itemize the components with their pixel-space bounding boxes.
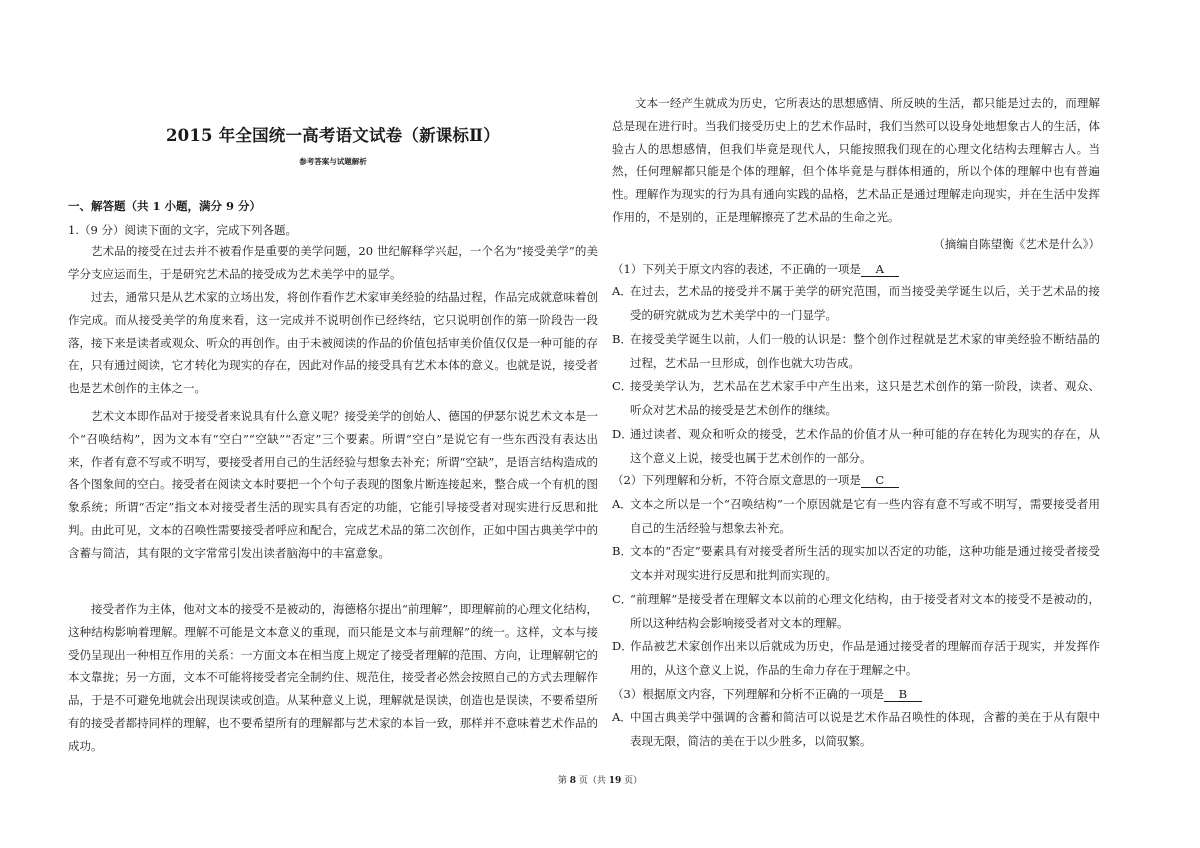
subquestion-2-text: （2）下列理解和分析，不符合原文意思的一项是	[612, 473, 861, 487]
option-letter: B．	[612, 544, 632, 558]
subquestion-3-text: （3）根据原文内容，下列理解和分析不正确的一项是	[612, 687, 884, 701]
subquestion-2-option-d	[612, 635, 1100, 682]
footer-middle: 页（共	[578, 776, 606, 786]
subquestion-3-answer: B	[884, 687, 922, 702]
subquestion-1-option-c	[612, 375, 1100, 422]
page-title: 2015 年全国统一高考语文试卷（新课标Ⅱ）	[166, 126, 500, 145]
passage-paragraph-5: 文本一经产生就成为历史，它所表达的思想感情、所反映的生活，都只能是过去的，而理解总是现在进行时。当我们接受历史上的艺术作品时，我们当然可以设身处地想象古人的生活，体验古人的思想感情，但我们毕竟是现代人，只能按照我们现在的心理文化结构去理解古人。当然，任何理解都只能是个体的理解，但个体毕竟是与群体相通的，所以个体的理解中也有普遍性。理解作为现实的行为具有通向实践的品格，艺术品正是通过理解走向现实，并在生活中发挥作用的，不是别的，正是理解擦亮了艺术品的生命之光。	[612, 96, 1100, 224]
option-letter: A．	[612, 284, 632, 298]
option-text: “前理解”是接受者在理解文本以前的心理文化结构，由于接受者对文本的接受不是被动的，所以这种结构会影响接受者对文本的理解。	[630, 592, 1100, 630]
option-text: 中国古典美学中强调的含蓄和简洁可以说是艺术作品召唤性的体现，含蓄的美在于从有限中表现无限，简洁的美在于以少胜多，以简驭繁。	[630, 710, 1100, 748]
subquestion-1-option-d	[612, 423, 1100, 470]
passage-paragraph-1: 艺术品的接受在过去并不被看作是重要的美学问题，20 世纪解释学兴起，一个名为“接受美学”的美学分支应运而生，于是研究艺术品的接受成为艺术美学中的显学。	[68, 244, 598, 281]
section-heading: 一、解答题（共 1 小题，满分 9 分）	[68, 199, 262, 213]
question-intro: 1.（9 分）阅读下面的文字，完成下列各题。	[68, 223, 297, 237]
footer-prefix: 第	[557, 776, 567, 786]
subquestion-1-prompt	[612, 258, 899, 280]
option-text: 文本之所以是一个“召唤结构”一个原因就是它有一些内容有意不写或不明写，需要接受者用自己的生活经验与想象去补充。	[630, 497, 1100, 535]
footer-total-pages: 19	[608, 776, 622, 786]
page-footer	[0, 773, 1200, 786]
subquestion-2-option-c	[612, 588, 1100, 635]
option-text: 接受美学认为，艺术品在艺术家手中产生出来，这只是艺术创作的第一阶段，读者、观众、听众对艺术品的接受是艺术创作的继续。	[630, 379, 1100, 417]
page-subtitle: 参考答案与试题解析	[299, 157, 367, 166]
option-letter: A．	[612, 497, 632, 511]
option-letter: C．	[612, 592, 633, 606]
subquestion-2-option-b	[612, 540, 1100, 587]
subquestion-1-option-a	[612, 280, 1100, 327]
footer-page-number: 8	[569, 776, 576, 786]
option-letter: B．	[612, 332, 632, 346]
option-letter: D．	[612, 639, 633, 653]
subquestion-1-text: （1）下列关于原文内容的表述，不正确的一项是	[612, 262, 861, 276]
option-letter: C．	[612, 379, 633, 393]
option-letter: A．	[612, 710, 632, 724]
source-citation: （摘编自陈望衡《艺术是什么》）	[933, 237, 1100, 251]
subquestion-3-prompt	[612, 683, 922, 705]
passage-paragraph-4: 接受者作为主体，他对文本的接受不是被动的，海德格尔提出“前理解”，即理解前的心理文化结构，这种结构影响着理解。理解不可能是文本意义的重现，而只能是文本与前理解”的统一。这样，文本与接受仍呈现出一种相互作用的关系：一方面文本在相当度上规定了接受者理解的范围、方向，让理解朝它的本文靠拢；另一方面，文本不可能将接受者完全制约住、规范住，接受者必然会按照自己的方式去理解作品，于是不可避免地就会出现误读或创造。从某种意义上说，理解就是误读，创造也是误读，不要希望所有的接受者都持同样的理解，也不要希望所有的理解都与艺术家的本旨一致，那样并不意味着艺术作品的成功。	[68, 602, 598, 753]
subquestion-3-option-a	[612, 706, 1100, 753]
subquestion-1-option-b	[612, 328, 1100, 375]
option-text: 在过去，艺术品的接受并不属于美学的研究范围，而当接受美学诞生以后，关于艺术品的接受的研究就成为艺术美学中的一门显学。	[630, 284, 1100, 322]
subquestion-1-answer: A	[861, 262, 899, 277]
option-letter: D．	[612, 427, 633, 441]
subquestion-2-prompt	[612, 469, 899, 491]
option-text: 作品被艺术家创作出来以后就成为历史，作品是通过接受者的理解而存活于现实，并发挥作用的，从这个意义上说，作品的生命力存在于理解之中。	[630, 639, 1100, 677]
footer-suffix: 页）	[624, 776, 643, 786]
passage-paragraph-2: 过去，通常只是从艺术家的立场出发，将创作看作艺术家审美经验的结晶过程，作品完成就意味着创作完成。而从接受美学的角度来看，这一完成并不说明创作已经终结，它只说明创作的第一阶段告一段落，接下来是读者或观众、听众的再创作。由于未被阅读的作品的价值包括审美价值仅仅是一种可能的存在，只有通过阅读，它才转化为现实的存在，因此对作品的接受具有艺术本体的意义。也就是说，接受者也是艺术创作的主体之一。	[68, 290, 598, 396]
option-text: 通过读者、观众和听众的接受，艺术作品的价值才从一种可能的存在转化为现实的存在，从这个意义上说，接受也属于艺术创作的一部分。	[630, 427, 1100, 465]
passage-paragraph-3: 艺术文本即作品对于接受者来说具有什么意义呢？接受美学的创始人、德国的伊瑟尔说艺术文本是一个“召唤结构”，因为文本有“空白”“空缺”“否定”三个要素。所谓“空白”是说它有一些东西没有表达出来，作者有意不写或不明写，要接受者用自己的生活经验与想象去补充；所谓“空缺”，是语言结构造成的各个图象间的空白。接受者在阅读文本时要把一个个句子表现的图象片断连接起来，整合成一个有机的图象系统；所谓“否定”指文本对接受者生活的现实具有否定的功能，它能引导接受者对现实进行反思和批判。由此可见，文本的召唤性需要接受者呼应和配合，完成艺术品的第二次创作，正如中国古典美学中的含蓄与简洁，其有限的文字常常引发出读者脑海中的丰富意象。	[68, 409, 598, 560]
subquestion-2-answer: C	[861, 473, 899, 488]
option-text: 在接受美学诞生以前，人们一般的认识是：整个创作过程就是艺术家的审美经验不断结晶的过程，艺术品一旦形成，创作也就大功告成。	[630, 332, 1100, 370]
option-text: 文本的“否定”要素具有对接受者所生活的现实加以否定的功能，这种功能是通过接受者接受文本并对现实进行反思和批判而实现的。	[630, 544, 1100, 582]
subquestion-2-option-a	[612, 493, 1100, 540]
